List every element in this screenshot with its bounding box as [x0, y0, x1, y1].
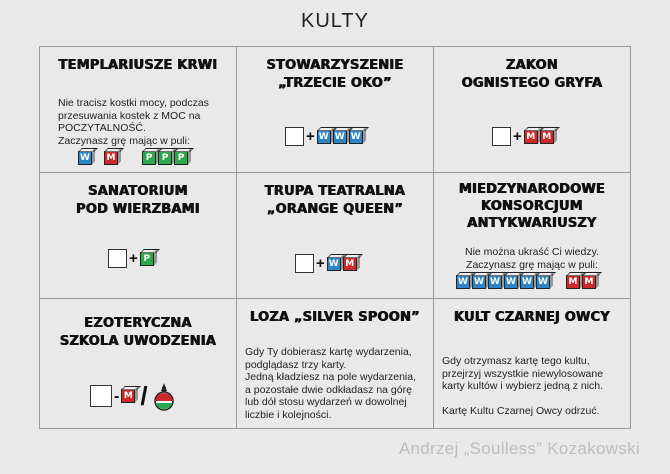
die-w-icon: W	[349, 130, 363, 144]
die-m-icon: M	[582, 275, 596, 289]
die-w-icon: W	[472, 275, 486, 289]
die-m-icon: M	[524, 130, 538, 144]
starting-dice	[78, 151, 190, 165]
die-p-icon: P	[142, 151, 156, 165]
die-p-icon: P	[140, 252, 154, 266]
die-w-icon: W	[317, 130, 331, 144]
cult-description: Gdy Ty dobierasz kartę wydarzenia, podglądasz trzy karty. Jedną kładziesz na pole wydarzenia, a pozostałe dwie odkładasz na górę lub dół stosu wydarzeń w dowolnej liczbie i kolejności.	[245, 346, 417, 421]
cult-card-zakon-ognistego-gryfa	[434, 47, 630, 173]
cult-description: Nie można ukraść Ci wiedzy. Zaczynasz grę mając w puli:	[464, 246, 599, 271]
die-w-icon: W	[78, 151, 92, 165]
card-cost: + W M	[295, 254, 359, 273]
author-signature: Andrzej „Soulless” Kozakowski	[398, 439, 640, 458]
card-slot-icon	[285, 127, 304, 146]
cult-title: EZOTERYCZNA SZKOLA UWODZENIA	[59, 316, 217, 349]
cult-card-templariusze-krwi	[40, 47, 237, 173]
die-w-icon: W	[333, 130, 347, 144]
card-slot-icon	[295, 254, 314, 273]
cult-title: SANATORIUM POD WIERZBAMI	[76, 184, 200, 217]
die-m-icon: M	[540, 130, 554, 144]
cult-description: Nie tracisz kostki mocy, podczas przesuwania kostek z MOC na POCZYTALNOŚĆ. Zaczynasz grę mając w puli:	[58, 97, 209, 147]
card-slot-icon	[492, 127, 511, 146]
cult-title: STOWARZYSZENIE „TRZECIE OKO”	[266, 58, 404, 91]
cult-title: MIEDZYNARODOWE KONSORCJUM ANTYKWARIUSZY	[458, 182, 606, 231]
die-p-icon: P	[174, 151, 188, 165]
page-title: KULTY	[301, 10, 369, 32]
cult-title: LOZA „SILVER SPOON”	[250, 310, 420, 325]
cult-card-ezoteryczna-szkola	[40, 299, 237, 428]
cult-card-loza-silver-spoon	[237, 299, 434, 428]
cult-card-trzecie-oko	[237, 47, 434, 173]
card-cost: - M /	[90, 381, 177, 411]
cult-grid	[39, 46, 631, 429]
cult-card-kult-czarnej-owcy	[434, 299, 630, 428]
die-m-icon: M	[121, 389, 135, 403]
die-w-icon: W	[456, 275, 470, 289]
die-p-icon: P	[158, 151, 172, 165]
card-slot-icon	[90, 385, 112, 407]
starting-dice	[456, 275, 598, 289]
cult-title: KULT CZARNEJ OWCY	[454, 310, 610, 325]
cult-title: ZAKON OGNISTEGO GRYFA	[461, 58, 603, 91]
cult-title: TEMPLARIUSZE KRWI	[58, 58, 218, 73]
die-w-icon: W	[327, 257, 341, 271]
cult-card-sanatorium	[40, 173, 237, 299]
card-cost: + P	[108, 249, 156, 268]
die-m-icon: M	[104, 151, 118, 165]
die-m-icon: M	[566, 275, 580, 289]
cult-card-orange-queen	[237, 173, 434, 299]
card-cost: + W W W	[285, 127, 365, 146]
cult-card-konsorcjum-antykwariuszy	[434, 173, 630, 299]
card-cost: + M M	[492, 127, 556, 146]
die-m-icon: M	[343, 257, 357, 271]
die-w-icon: W	[488, 275, 502, 289]
die-w-icon: W	[520, 275, 534, 289]
die-w-icon: W	[536, 275, 550, 289]
cult-description: Gdy otrzymasz kartę tego kultu, przejrzyj wszystkie niewylosowane karty kultów i wybierz jedną z nich. Kartę Kultu Czarnej Owcy odrzuć.	[442, 355, 604, 417]
card-slot-icon	[108, 249, 127, 268]
cult-title: TRUPA TEATRALNA „ORANGE QUEEN”	[264, 184, 406, 217]
die-w-icon: W	[504, 275, 518, 289]
madness-token-icon	[151, 381, 177, 411]
